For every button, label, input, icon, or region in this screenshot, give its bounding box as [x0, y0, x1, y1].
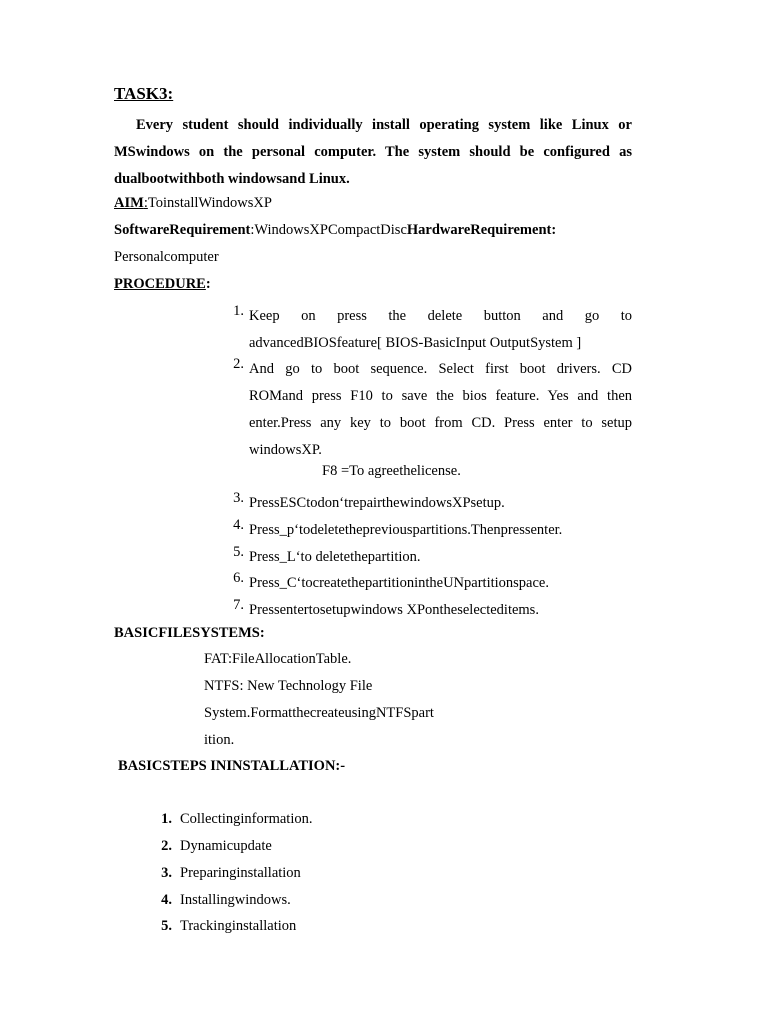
file-systems-heading: BASICFILESYSTEMS: [114, 625, 265, 641]
f8-note: F8 =To agreethelicense. [322, 463, 461, 479]
step-line: advancedBIOSfeature[ BIOS-BasicInput OutputSystem ] [249, 335, 582, 351]
step-number: 4. [233, 517, 244, 533]
installation-step-number: 1. [161, 811, 172, 827]
file-system-line: ition. [204, 732, 235, 748]
intro-line-3: dualbootwithboth windowsand Linux. [114, 171, 350, 187]
step-number: 7. [233, 597, 244, 613]
installation-steps-heading: BASICSTEPS ININSTALLATION:- [118, 758, 346, 774]
step-number: 1. [233, 303, 244, 319]
file-system-line: FAT:FileAllocationTable. [204, 651, 352, 667]
step-line: And go to boot sequence. Select first boot drivers. CD [249, 361, 632, 377]
step-line: windowsXP. [249, 442, 322, 458]
step-line: enter.Press any key to boot from CD. Press enter to setup [249, 415, 632, 431]
step-line: Keep on press the delete button and go to [249, 308, 632, 324]
step-text [249, 356, 632, 464]
step-number: 2. [233, 356, 244, 372]
installation-step-number: 2. [161, 838, 172, 854]
task-title: TASK3: [114, 84, 174, 103]
aim-colon: : [143, 195, 148, 211]
software-requirement-text: :WindowsXPCompactDisc [250, 222, 407, 238]
step-line: Press_p‘todeletethepreviouspartitions.Thenpressenter. [249, 522, 563, 538]
step-text [249, 303, 632, 357]
installation-step-number: 3. [161, 865, 172, 881]
requirements-line [114, 222, 556, 239]
installation-step-text: Installingwindows. [180, 892, 291, 908]
procedure-label: PROCEDURE [114, 276, 206, 292]
step-number: 6. [233, 570, 244, 586]
installation-step-text: Collectinginformation. [180, 811, 313, 827]
installation-step-text: Preparinginstallation [180, 865, 301, 881]
step-number: 5. [233, 544, 244, 560]
installation-step-number: 4. [161, 892, 172, 908]
software-requirement-label: SoftwareRequirement [114, 222, 251, 238]
aim-label: AIM [114, 195, 144, 211]
intro-line-2: MSwindows on the personal computer. The system should be configured as [114, 144, 632, 160]
intro-line-1: Every student should individually install operating system like Linux or [136, 117, 632, 133]
step-line: PressESCtodon‘trepairthewindowsXPsetup. [249, 495, 505, 511]
aim-line [114, 195, 272, 212]
hardware-requirement-text: Personalcomputer [114, 249, 219, 265]
step-line: Press_C‘tocreatethepartitionintheUNpartitionspace. [249, 575, 549, 591]
procedure-colon: : [205, 276, 211, 292]
installation-step-text: Trackinginstallation [180, 918, 297, 934]
installation-step-text: Dynamicupdate [180, 838, 272, 854]
procedure-heading [114, 276, 211, 293]
step-line: Pressentertosetupwindows XPontheselecteditems. [249, 602, 539, 618]
file-system-line: NTFS: New Technology File [204, 678, 373, 694]
aim-text: ToinstallWindowsXP [147, 195, 272, 211]
file-system-line: System.FormatthecreateusingNTFSpart [204, 705, 434, 721]
hardware-requirement-label: HardwareRequirement: [406, 222, 557, 238]
step-line: Press_L‘to deletethepartition. [249, 549, 421, 565]
step-number: 3. [233, 490, 244, 506]
step-line: ROMand press F10 to save the bios feature. Yes and then [249, 388, 632, 404]
installation-step-number: 5. [161, 918, 172, 934]
intro-paragraph [114, 112, 632, 193]
